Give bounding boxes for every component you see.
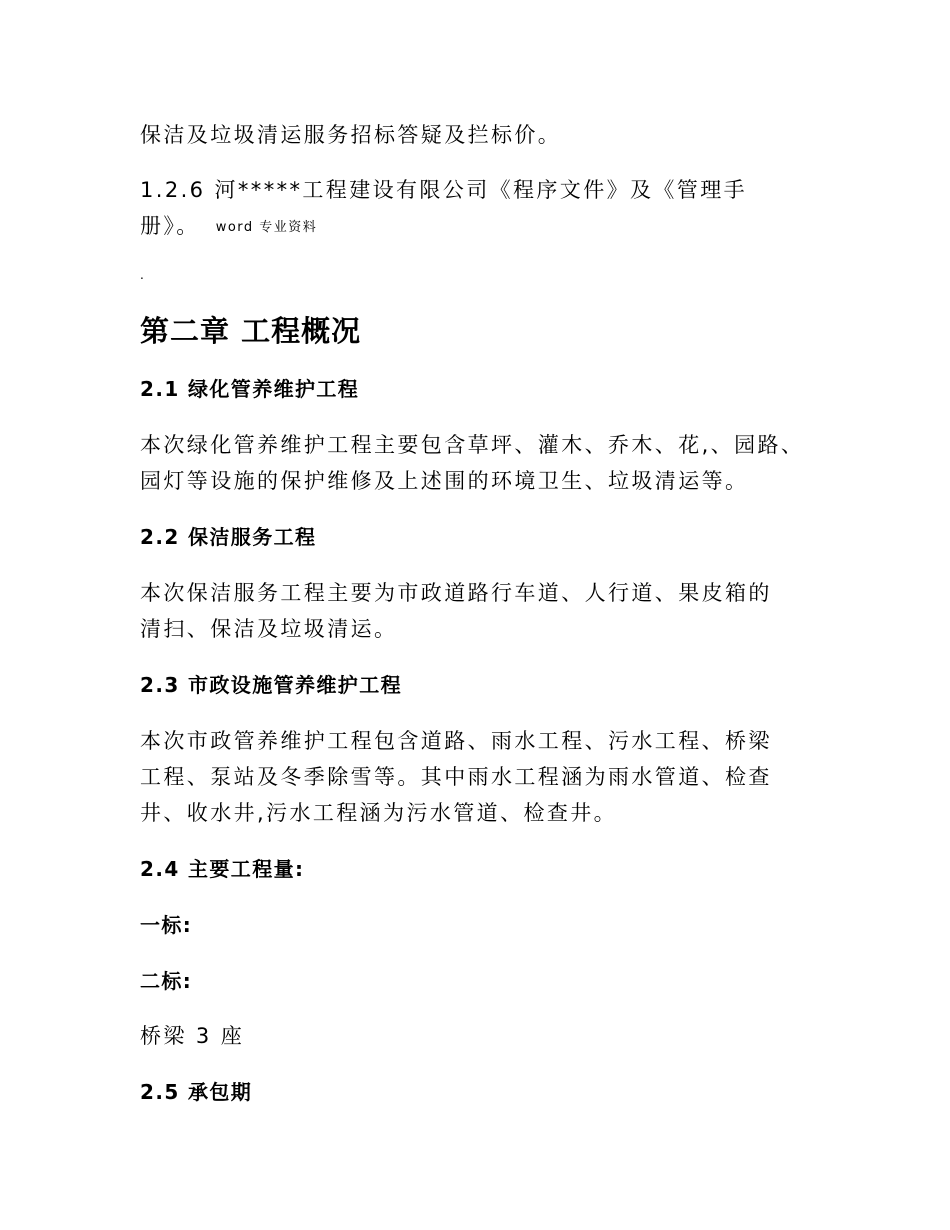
section-2-3-line-2: 工程、泵站及冬季除雪等。其中雨水工程涵为雨水管道、检查 [140,765,772,789]
section-2-2-line-1: 本次保洁服务工程主要为市政道路行车道、人行道、果皮箱的 [140,581,772,605]
section-2-2-line-2: 清扫、保洁及垃圾清运。 [140,617,398,641]
section-2-3-paragraph [140,723,840,831]
section-2-1-line-2: 园灯等设施的保护维修及上述围的环境卫生、垃圾清运等。 [140,469,749,493]
reference-1-2-6-line-1: 1.2.6 河*****工程建设有限公司《程序文件》及《管理手 [140,178,748,202]
lot-2-label: 二标: [140,969,193,993]
dot-mark: . [140,268,144,282]
intro-line-1: 保洁及垃圾清运服务招标答疑及拦标价。 [140,123,562,147]
chapter-title: 第二章 工程概况 [140,314,362,348]
section-2-1-line-1: 本次绿化管养维护工程主要包含草坪、灌木、乔木、花,、园路、 [140,433,805,457]
reference-1-2-6-line-2: 册》。 [140,214,200,238]
section-2-3-line-1: 本次市政管养维护工程包含道路、雨水工程、污水工程、桥梁 [140,729,772,753]
reference-1-2-6 [140,172,840,246]
section-2-4-heading: 2.4 主要工程量: [140,857,305,881]
section-2-1-heading: 2.1 绿化管养维护工程 [140,377,360,401]
section-2-1-paragraph [140,427,840,499]
section-2-5-heading: 2.5 承包期 [140,1080,253,1104]
section-2-3-line-3: 井、收水井,污水工程涵为污水管道、检查井。 [140,801,618,825]
section-2-3-heading: 2.3 市政设施管养维护工程 [140,673,402,697]
word-note: word 专业资料 [215,220,318,235]
section-2-2-paragraph [140,575,840,647]
intro-paragraph [140,117,840,153]
bridge-count: 桥梁 3 座 [140,1024,245,1048]
section-2-2-heading: 2.2 保洁服务工程 [140,525,317,549]
lot-1-label: 一标: [140,913,193,937]
